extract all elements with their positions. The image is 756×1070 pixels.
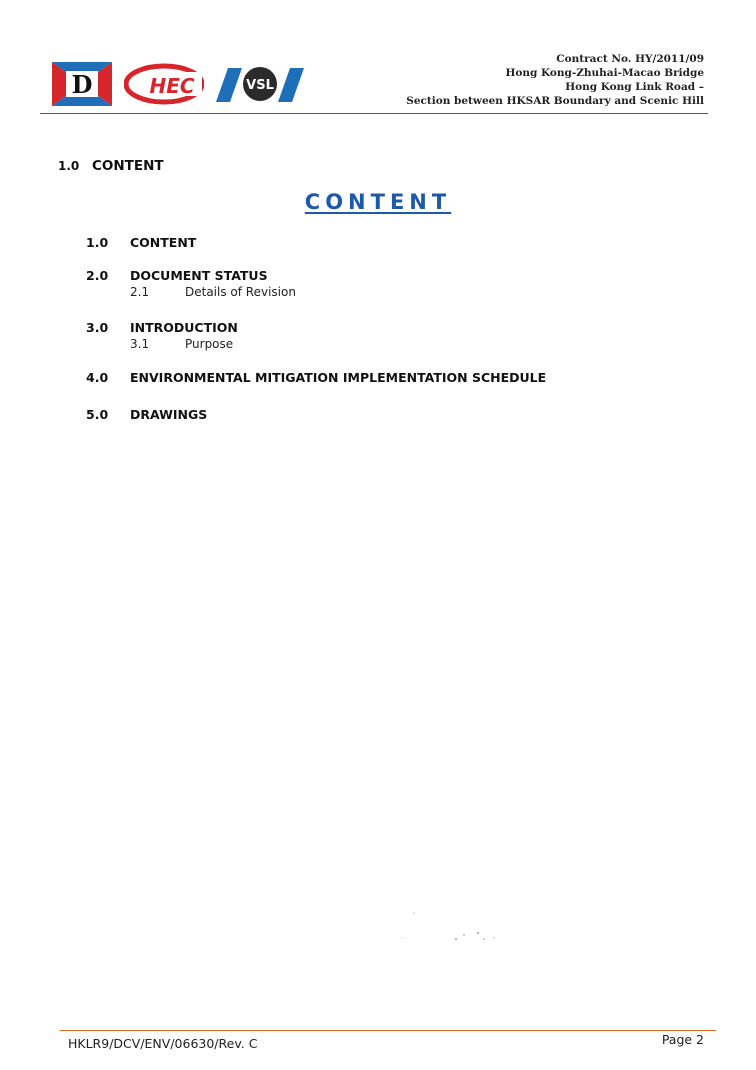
toc-item-emis[interactable] xyxy=(86,370,546,385)
toc-subitem-purpose[interactable] xyxy=(130,337,233,351)
content-title xyxy=(0,190,756,214)
scan-noise xyxy=(390,905,510,945)
project-name: Hong Kong-Zhuhai-Macao Bridge xyxy=(505,67,704,79)
svg-text:VSL: VSL xyxy=(246,78,274,93)
svg-text:D: D xyxy=(71,70,93,99)
toc-title: DOCUMENT STATUS xyxy=(130,268,268,283)
footer-divider xyxy=(60,1030,716,1031)
section-number: 1.0 xyxy=(58,159,80,173)
contract-header xyxy=(406,52,704,108)
project-section: Section between HKSAR Boundary and Scenic Hill xyxy=(406,95,704,107)
toc-number: 3.0 xyxy=(86,320,109,335)
toc-sub-title: Details of Revision xyxy=(185,285,296,299)
toc-item-introduction[interactable] xyxy=(86,320,238,335)
section-title: CONTENT xyxy=(92,158,164,174)
toc-title: INTRODUCTION xyxy=(130,320,238,335)
toc-title: CONTENT xyxy=(130,235,197,250)
toc-sub-number: 3.1 xyxy=(130,337,150,351)
toc-title: ENVIRONMENTAL MITIGATION IMPLEMENTATION SCHEDULE xyxy=(130,370,547,385)
document-reference: HKLR9/DCV/ENV/06630/Rev. C xyxy=(68,1036,258,1051)
toc-item-document-status[interactable] xyxy=(86,268,268,283)
toc-title: DRAWINGS xyxy=(130,407,208,422)
vsl-logo xyxy=(212,62,308,106)
svg-text:HEC: HEC xyxy=(149,74,195,98)
page-number: Page 2 xyxy=(661,1032,704,1047)
logo-group xyxy=(52,62,312,106)
toc-number: 2.0 xyxy=(86,268,109,283)
chec-logo xyxy=(124,62,204,106)
toc-sub-title: Purpose xyxy=(185,337,234,351)
toc-number: 1.0 xyxy=(86,235,109,250)
content-title-text: CONTENT xyxy=(304,190,452,214)
project-subname: Hong Kong Link Road – xyxy=(565,81,704,93)
header-divider xyxy=(40,113,708,114)
toc-subitem-details-of-revision[interactable] xyxy=(130,285,296,299)
d-logo xyxy=(52,62,112,106)
contract-number: Contract No. HY/2011/09 xyxy=(556,53,704,65)
section-heading xyxy=(58,158,164,174)
toc-item-content[interactable] xyxy=(86,235,196,250)
toc-number: 5.0 xyxy=(86,407,109,422)
toc-sub-number: 2.1 xyxy=(130,285,150,299)
toc-number: 4.0 xyxy=(86,370,109,385)
toc-item-drawings[interactable] xyxy=(86,407,207,422)
